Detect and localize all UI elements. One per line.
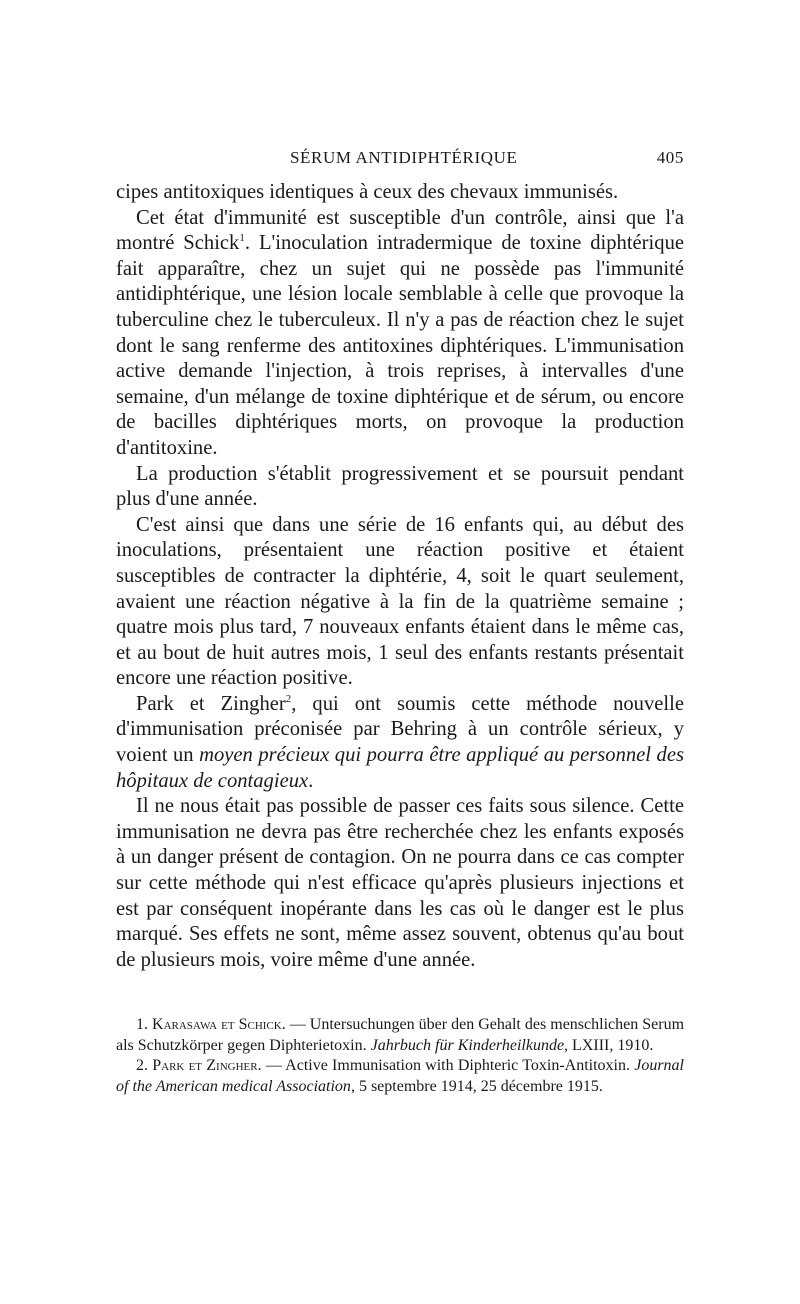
footnote-1: [116, 1015, 684, 1056]
footnote-2-journal: Journal of the American medical Association: [116, 1057, 684, 1095]
book-page: [116, 148, 684, 1097]
footnote-1-number: 1.: [136, 1016, 148, 1034]
footnote-ref-2: 2: [285, 692, 292, 705]
paragraph-6-text: Il ne nous était pas possible de passer ces faits sous silence. Cette immunisation ne devra pas être recherchée chez les enfants exposés à un danger présent de contagion. On ne pourra dans ce cas compter sur cette méthode qui n'est efficace qu'après plusieurs injections et est par conséquent inopérante dans les cas où le danger est le plus marqué. Ses effets ne sont, même assez souvent, obtenus qu'au bout de plusieurs mois, voire même d'une année.: [116, 795, 684, 971]
page-number: 405: [656, 148, 684, 167]
paragraph-1: [116, 180, 684, 206]
paragraph-5-italic: moyen précieux qui pourra être appliqué au personnel des hôpitaux de contagieux: [116, 744, 684, 792]
footnote-2-text: — Active Immunisation with Diphteric Toxin-Antitoxin.: [261, 1057, 635, 1075]
paragraph-6: [116, 794, 684, 973]
footnote-1-journal: Jahrbuch für Kinderheilkunde: [370, 1036, 565, 1054]
paragraph-2: [116, 206, 684, 462]
footnote-1-authors: Karasawa et Schick.: [152, 1016, 286, 1034]
running-head: [116, 148, 684, 178]
paragraph-3-text: La production s'établit progressivement et se poursuit pendant plus d'une année.: [116, 462, 684, 511]
paragraph-5-text-c: .: [308, 769, 314, 792]
footnote-2-number: 2.: [136, 1057, 148, 1075]
paragraph-5-text-b: , qui ont soumis cette méthode nouvelle d'immunisation préconisée par Behring à un contrôle sérieux, y voient un: [116, 692, 684, 767]
paragraph-2-text-b: . L'inoculation intradermique de toxine diphtérique fait apparaître, chez un sujet qui ne possède pas l'immunité antidiphtérique, une lésion locale semblable à celle que provoque la tuberculine chez le tuberculeux. Il n'y a pas de réaction chez le sujet dont le sang renferme des antitoxines diphtériques. L'immunisation active demande l'injection, à trois reprises, à intervalles d'une semaine, d'un mélange de toxine diphtérique et de sérum, ou encore de bacilles diphtériques morts, on provoque la production d'antitoxine.: [116, 232, 685, 459]
footnote-1-text: — Untersuchungen über den Gehalt des menschlichen Serum als Schutzkörper gegen Diphterietoxin.: [116, 1016, 685, 1054]
footnote-ref-1: 1: [239, 232, 245, 245]
body-text: [116, 180, 684, 973]
paragraph-1-text: cipes antitoxiques identiques à ceux des chevaux immunisés.: [116, 181, 619, 203]
paragraph-3: [116, 462, 684, 513]
running-title: SÉRUM ANTIDIPHTÉRIQUE: [290, 148, 518, 167]
footnote-2-authors: Park et Zingher.: [152, 1057, 262, 1075]
footnote-2: [116, 1056, 684, 1097]
footnote-2-rest: , 5 septembre 1914, 25 décembre 1915.: [350, 1077, 603, 1095]
paragraph-5: [116, 692, 684, 794]
footnotes: [116, 1015, 684, 1097]
paragraph-4: [116, 513, 684, 692]
paragraph-4-text: C'est ainsi que dans une série de 16 enfants qui, au début des inoculations, présentaient une réaction positive et étaient susceptibles de contracter la diphtérie, 4, soit le quart seulement, avaient une réaction négative à la fin de la quatrième semaine ; quatre mois plus tard, 7 nouveaux enfants étaient dans le même cas, et au bout de huit autres mois, 1 seul des enfants restants présentait encore une réaction positive.: [116, 513, 684, 690]
paragraph-2-text-a: Cet état d'immunité est susceptible d'un contrôle, ainsi que l'a montré Schick: [116, 206, 684, 255]
footnote-1-rest: , LXIII, 1910.: [564, 1036, 654, 1054]
paragraph-5-text-a: Park et Zingher: [136, 692, 286, 715]
